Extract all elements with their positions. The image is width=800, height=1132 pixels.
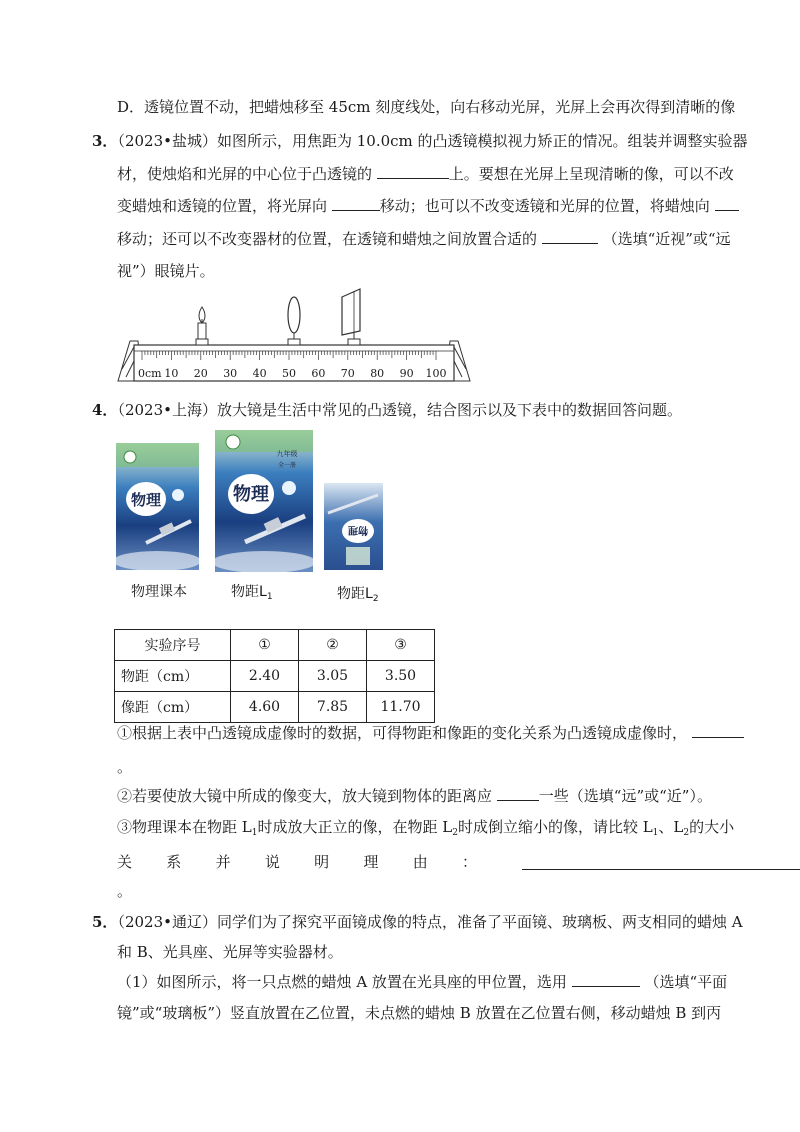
q4-part-3-end: 。 (117, 882, 133, 900)
light-screen-icon (342, 289, 360, 345)
q4-blank-3[interactable] (522, 855, 800, 870)
bench-tick-label: 40 (252, 367, 267, 380)
q5-line-4: 镜”或“玻璃板”）竖直放置在乙位置，未点燃的蜡烛 B 放置在乙位置右侧，移动蜡烛 B 到丙 (117, 1004, 722, 1022)
q3-line-5: 视”）眼镜片。 (117, 262, 215, 280)
table-cell: 2.40 (231, 661, 299, 692)
bench-tick-label: 90 (399, 367, 414, 380)
table-header-cell: ③ (367, 630, 435, 661)
convex-lens-icon (288, 297, 300, 345)
q3-line-1: 3．（2023•盐城）如图所示，用焦距为 10.0cm 的凸透镜模拟视力矫正的情况。组装并调整实验器 (92, 132, 748, 150)
bench-tick-label: 100 (425, 367, 447, 380)
table-header-cell: ② (299, 630, 367, 661)
optical-bench-figure (112, 285, 476, 385)
q4-blank-2[interactable] (497, 786, 539, 801)
experiment-data-table (114, 629, 435, 723)
q4-part-3: ③物理课本在物距 $L_1$时成放大正立的像，在物距 $L_2$时成倒立缩小的像，请比较 $L_1$、$L_2$的大小 (117, 818, 735, 838)
textbook-grade: 九年级 (276, 450, 298, 458)
q3-blank-3[interactable] (715, 196, 739, 211)
bench-tick-label: 20 (193, 367, 208, 380)
caption-object-distance-l1: 物距$L_1$ (231, 584, 273, 602)
table-cell: 3.05 (299, 661, 367, 692)
q4-part-1: ①根据上表中凸透镜成虚像时的数据，可得物距和像距的变化关系为凸透镜成虚像时， (117, 723, 744, 743)
textbook-title: 物理 (130, 491, 162, 509)
bench-tick-label: 60 (311, 367, 326, 380)
table-cell: 11.70 (367, 692, 435, 723)
table-header-row (115, 630, 435, 661)
q3-number: 3． (92, 132, 118, 150)
q5-line-3: （1）如图所示，将一只点燃的蜡烛 A 放置在光具座的甲位置，选用 （选填“平面 (117, 973, 728, 991)
caption-object-distance-l2: 物距$L_2$ (337, 586, 379, 604)
q4-part-3-spread: 关 系 并 说 明 理 由 ： (117, 853, 477, 871)
caption-textbook: 物理课本 (131, 584, 187, 600)
q4-part-1-end: 。 (117, 758, 133, 776)
table-cell: 4.60 (231, 692, 299, 723)
q4-blank-1[interactable] (692, 723, 744, 738)
q5-line-1: 5．（2023•通辽）同学们为了探究平面镜成像的特点，准备了平面镜、玻璃板、两支相同的蜡烛 A (92, 913, 743, 931)
table-header-cell: ① (231, 630, 299, 661)
bench-tick-label: 50 (282, 367, 296, 380)
bench-tick-label: 0cm (138, 367, 162, 380)
q4-line-1: 4．（2023•上海）放大镜是生活中常见的凸透镜，结合图示以及下表中的数据回答问题。 (92, 401, 682, 419)
inverted-textbook-title: 物理 (348, 524, 368, 535)
table-cell: 3.50 (367, 661, 435, 692)
q3-line-4: 移动；还可以不改变器材的位置，在透镜和蜡烛之间放置合适的 （选填“近视”或“远 (117, 230, 731, 248)
q3-blank-1[interactable] (377, 164, 449, 179)
textbook-volume: 全一册 (277, 462, 297, 469)
q3-blank-4[interactable] (542, 229, 598, 244)
table-header-cell: 实验序号 (115, 630, 231, 661)
q3-line-2: 材，使烛焰和光屏的中心位于凸透镜的 上。要想在光屏上呈现清晰的像，可以不改 (117, 165, 734, 183)
q5-number: 5． (92, 913, 118, 931)
bench-tick-label: 80 (370, 367, 385, 380)
q2-option-d: D．透镜位置不动，把蜡烛移至 45cm 刻度线处，向右移动光屏，光屏上会再次得到清晰的像 (117, 98, 736, 116)
physics-textbook-image (116, 443, 199, 570)
magnified-textbook-title: 物理 (233, 484, 269, 505)
table-row (115, 661, 435, 692)
q5-line-2: 和 B、光具座、光屏等实验器材。 (117, 943, 343, 961)
table-cell: 7.85 (299, 692, 367, 723)
q3-line-3: 变蜡烛和透镜的位置，将光屏向 移动；也可以不改变透镜和光屏的位置，将蜡烛向 (117, 196, 739, 216)
bench-tick-label: 10 (164, 367, 179, 380)
table-cell: 像距（cm） (115, 692, 231, 723)
magnified-textbook-l1-image (215, 430, 313, 572)
q4-part-2: ②若要使放大镜中所成的像变大，放大镜到物体的距离应 一些（选填“远”或“近”）。 (117, 787, 712, 805)
candle-icon (196, 307, 208, 345)
table-cell: 物距（cm） (115, 661, 231, 692)
q3-blank-2[interactable] (332, 196, 380, 211)
table-row (115, 692, 435, 723)
q5-blank-1[interactable] (572, 972, 640, 987)
bench-tick-label: 30 (223, 367, 238, 380)
bench-tick-label: 70 (340, 367, 355, 380)
diminished-textbook-l2-image (324, 483, 383, 570)
q4-number: 4． (92, 401, 118, 419)
